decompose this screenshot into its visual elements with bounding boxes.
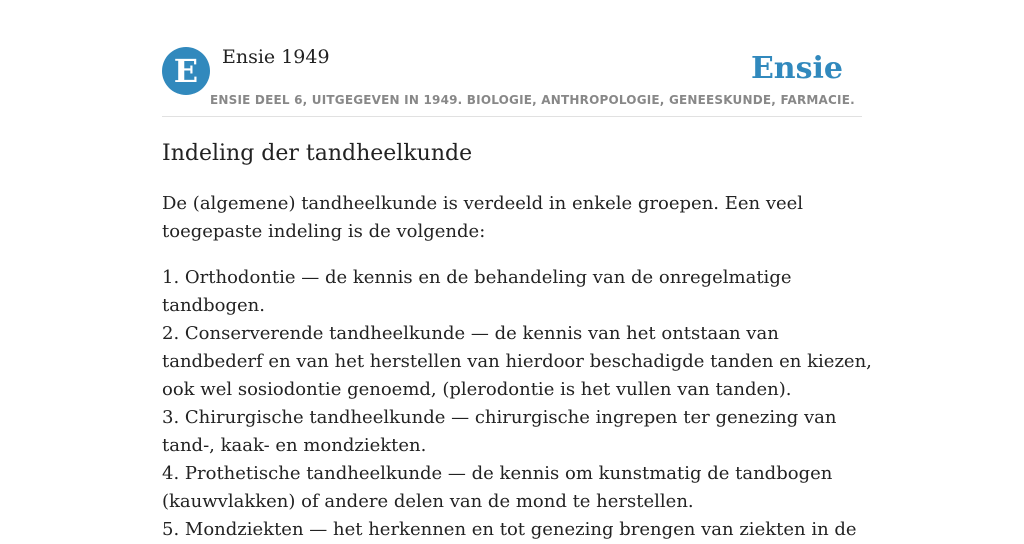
site-subtitle: ENSIE DEEL 6, UITGEGEVEN IN 1949. BIOLOGIE, ANTHROPOLOGIE, GENEESKUNDE, FARMACIE.: [210, 93, 855, 107]
brand-link[interactable]: Ensie: [750, 51, 843, 86]
ensie-logo-icon[interactable]: E: [162, 47, 210, 95]
article-intro: De (algemene) tandheelkunde is verdeeld in enkele groepen. Een veel toegepaste indeling is de volgende:: [162, 193, 804, 242]
article-content: [162, 138, 872, 544]
list-item: 1. Orthodontie — de kennis en de behandeling van de onregelmatige tandbogen.: [162, 267, 792, 316]
site-header: [162, 46, 862, 117]
list-item: 4. Prothetische tandheelkunde — de kennis om kunstmatig de tandbogen (kauwvlakken) of andere delen van de mond te herstellen.: [162, 463, 833, 512]
site-title-link[interactable]: Ensie 1949: [222, 46, 330, 68]
article-list: [162, 264, 872, 544]
list-item: 5. Mondziekten — het herkennen en tot genezing brengen van ziekten in de: [162, 519, 857, 540]
list-item: 2. Conserverende tandheelkunde — de kennis van het ontstaan van tandbederf en van het herstellen van hierdoor beschadigde tanden en kiezen, ook wel sosiodontie genoemd, (plerodontie is het vullen van tanden).: [162, 323, 872, 400]
list-item: 3. Chirurgische tandheelkunde — chirurgische ingrepen ter genezing van tand-, kaak- en mondziekten.: [162, 407, 837, 456]
article-title: Indeling der tandheelkunde: [162, 141, 473, 166]
